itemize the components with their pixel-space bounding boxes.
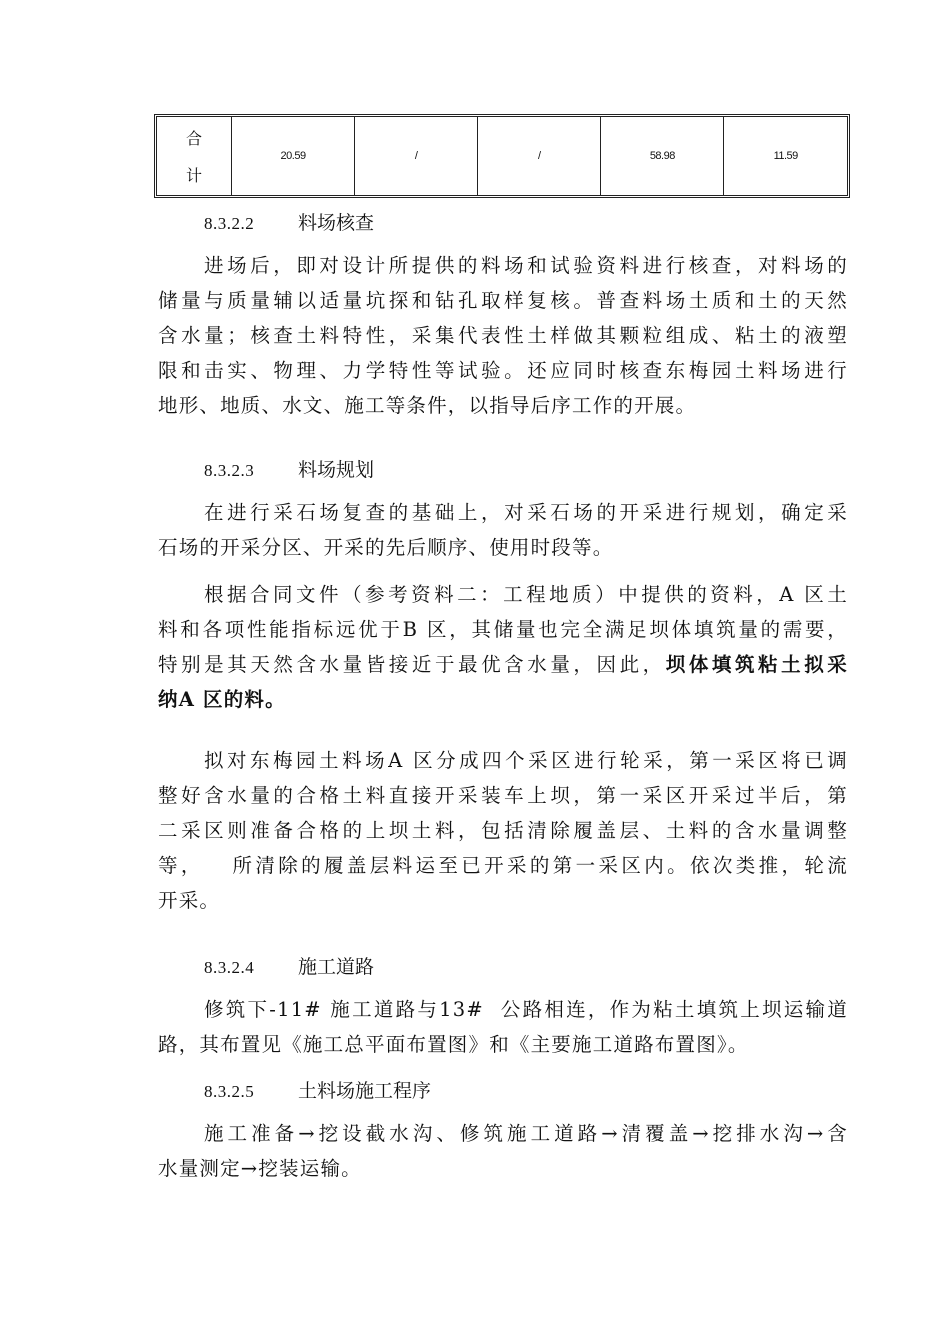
- table-cell: /: [478, 117, 601, 195]
- paragraph: [158, 495, 848, 565]
- text-line: 根据合同文件（参考资料二：工程地质）中提供的资料，A 区土: [204, 583, 848, 606]
- text-line: 含水量；核查土料特性，采集代表性土样做其颗粒组成、粘土的液塑: [158, 324, 848, 347]
- text-bold: 纳A 区的料。: [158, 688, 286, 711]
- text-line: 料和各项性能指标远优于B 区，其储量也完全满足坝体填筑量的需要，: [158, 618, 848, 641]
- summary-table: [154, 114, 850, 198]
- text-line: 限和击实、物理、力学特性等试验。还应同时核查东梅园土料场进行: [158, 359, 848, 382]
- text-line: 修筑下-11# 施工道路与13# 公路相连，作为粘土填筑上坝运输道: [204, 998, 848, 1021]
- paragraph: [158, 577, 848, 717]
- text-line: [158, 647, 848, 682]
- text-line: 进场后，即对设计所提供的料场和试验资料进行核查，对料场的: [204, 254, 848, 277]
- text-bold: 坝体填筑粘土拟采: [665, 653, 848, 676]
- section-title: 料场规划: [298, 459, 375, 481]
- text-line: 地形、地质、水文、施工等条件，以指导后序工作的开展。: [158, 394, 697, 417]
- table-cell: /: [355, 117, 478, 195]
- section-heading: [204, 1076, 431, 1106]
- row-label-top: 合: [185, 129, 202, 148]
- paragraph: [158, 248, 848, 423]
- table-row: [157, 117, 847, 195]
- paragraph: [158, 1116, 848, 1186]
- text-line: [158, 682, 848, 717]
- text-line: 整好含水量的合格土料直接开采装车上坝，第一采区开采过半后，第: [158, 784, 848, 807]
- text-line: 水量测定→挖装运输。: [158, 1157, 362, 1180]
- text-line: 在进行采石场复查的基础上，对采石场的开采进行规划，确定采: [204, 501, 848, 524]
- row-label-bottom: 计: [185, 166, 202, 185]
- text-line: 石场的开采分区、开采的先后顺序、使用时段等。: [158, 536, 614, 559]
- section-number: 8.3.2.2: [204, 214, 255, 233]
- section-heading: [204, 952, 374, 982]
- text-line: 等， 所清除的履盖层料运至已开采的第一采区内。依次类推，轮流: [158, 854, 848, 877]
- text-line: 路，其布置见《施工总平面布置图》和《主要施工道路布置图》。: [158, 1033, 749, 1056]
- table-cell: 20.59: [232, 117, 355, 195]
- paragraph: [158, 743, 848, 918]
- section-number: 8.3.2.5: [204, 1082, 255, 1101]
- table-cell: 58.98: [601, 117, 724, 195]
- paragraph: [158, 992, 848, 1062]
- text-line: 拟对东梅园土料场A 区分成四个采区进行轮采，第一采区将已调: [204, 749, 848, 772]
- text-line: 施工准备→挖设截水沟、修筑施工道路→清覆盖→挖排水沟→含: [204, 1122, 848, 1145]
- section-heading: [204, 455, 374, 485]
- text-line: 储量与质量辅以适量坑探和钻孔取样复核。普查料场土质和土的天然: [158, 289, 848, 312]
- text-line: 开采。: [158, 889, 221, 912]
- section-title: 土料场施工程序: [298, 1080, 432, 1102]
- section-number: 8.3.2.4: [204, 958, 255, 977]
- text-line: 二采区则准备合格的上坝土料，包括清除履盖层、土料的含水量调整: [158, 819, 848, 842]
- section-heading: [204, 208, 374, 238]
- table-cell: 11.59: [724, 117, 847, 195]
- row-label-cell: [157, 117, 232, 195]
- text-normal: 特别是其天然含水量皆接近于最优含水量，因此，: [158, 653, 666, 676]
- section-title: 料场核查: [298, 212, 375, 234]
- section-number: 8.3.2.3: [204, 461, 255, 480]
- section-title: 施工道路: [298, 956, 375, 978]
